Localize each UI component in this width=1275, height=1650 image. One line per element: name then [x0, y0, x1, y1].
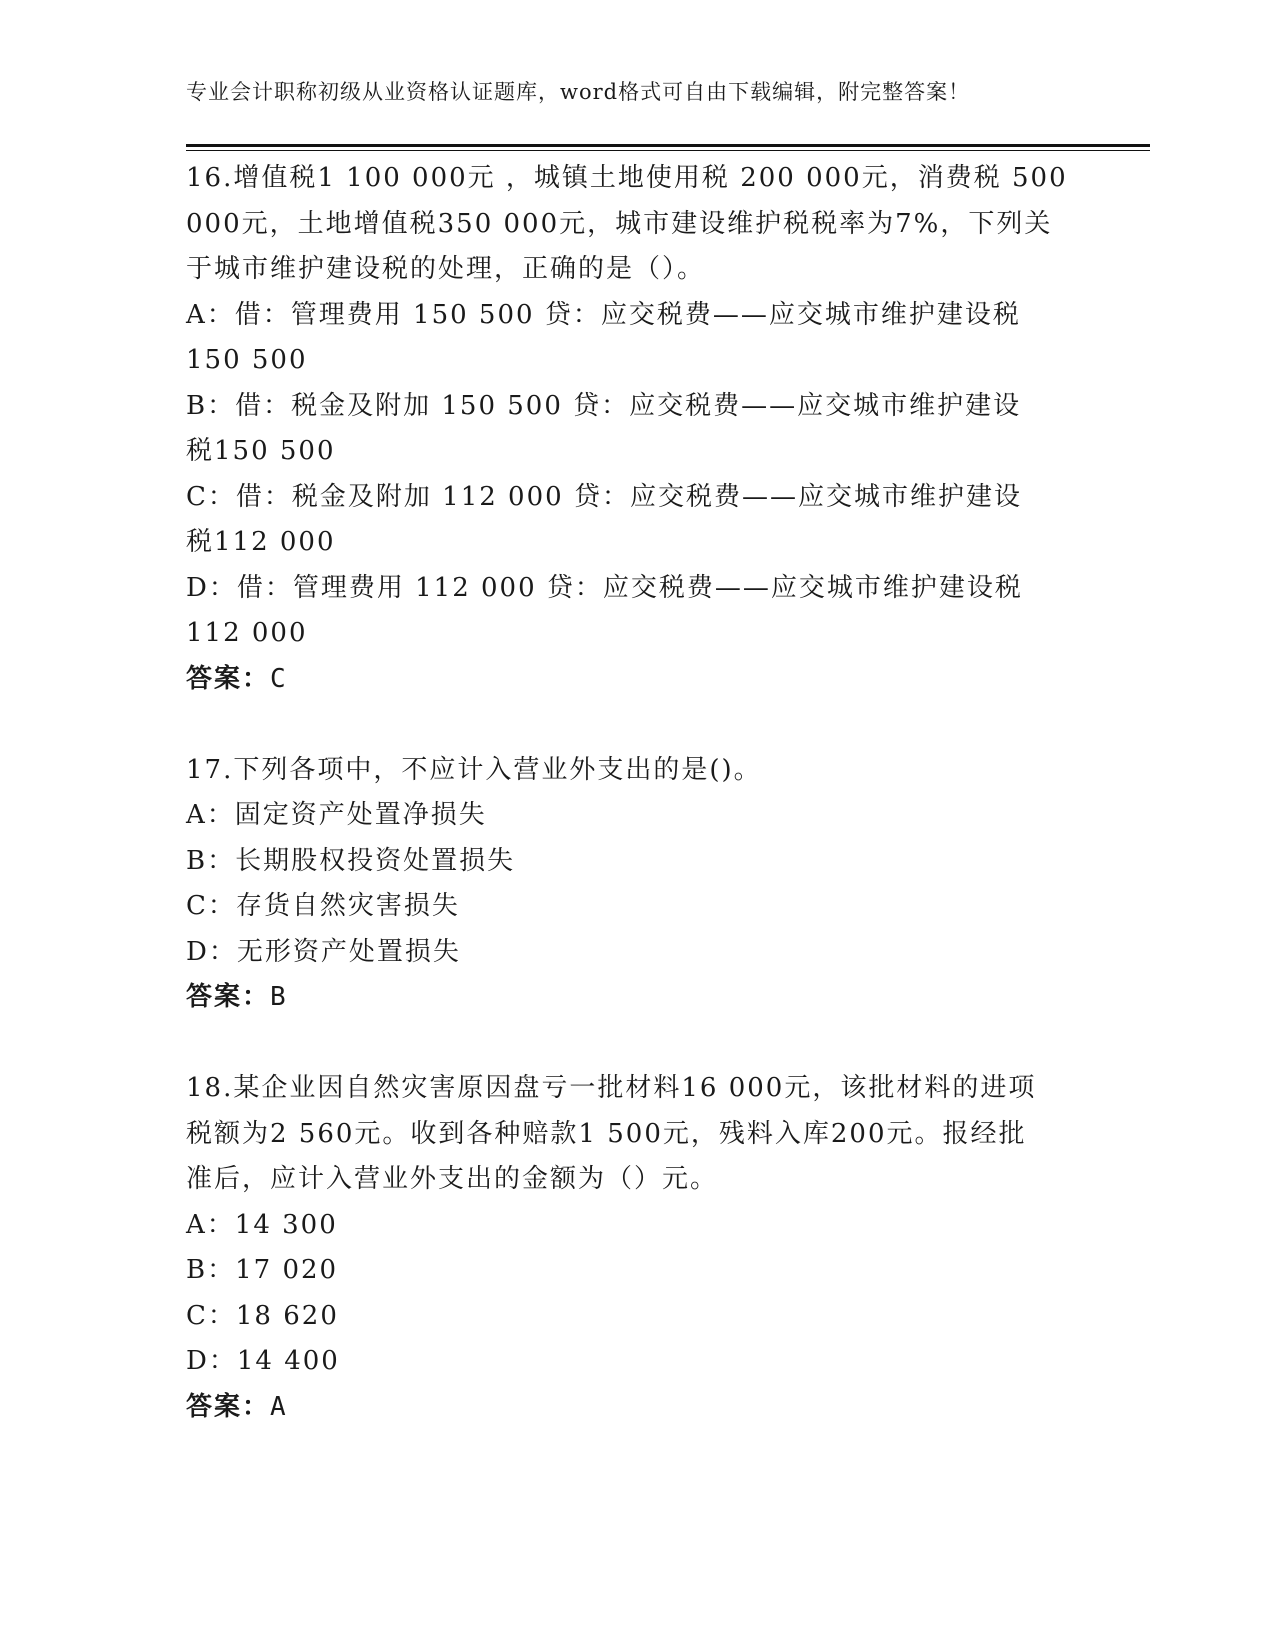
option-line: D：无形资产处置损失 — [186, 936, 461, 967]
answer-line — [186, 1385, 1066, 1431]
option-line: B：借：税金及附加 150 500 贷：应交税费——应交城市维护建设 — [186, 390, 1022, 421]
answer-line — [186, 657, 1066, 703]
option-line: 112 000 — [186, 618, 308, 648]
option-line: C：借：税金及附加 112 000 贷：应交税费——应交城市维护建设 — [186, 481, 1022, 512]
answer-line — [186, 975, 1066, 1021]
question-line: 16.增值税1 100 000元 ，城镇土地使用税 200 000元，消费税 500 — [186, 163, 1068, 193]
option-line: 税150 500 — [186, 436, 336, 466]
option-line: C：18 620 — [186, 1300, 339, 1331]
spacer — [186, 702, 1066, 748]
option-line: D：借：管理费用 112 000 贷：应交税费——应交城市维护建设税 — [186, 572, 1023, 603]
option-line: A：借：管理费用 150 500 贷：应交税费——应交城市维护建设税 — [186, 299, 1021, 330]
answer-label: 答案： — [186, 982, 271, 1012]
answer-label: 答案： — [186, 1391, 271, 1422]
option-line: D：14 400 — [186, 1346, 340, 1376]
question-line: 000元，土地增值税350 000元，城市建设维护税税率为7%，下列关 — [186, 208, 1053, 239]
option-line: A：固定资产处置净损失 — [186, 800, 487, 830]
answer-value: A — [270, 1391, 288, 1422]
question-18 — [186, 1066, 1066, 1430]
question-list — [186, 156, 1066, 1430]
question-16 — [186, 156, 1066, 702]
question-line: 17.下列各项中，不应计入营业外支出的是()。 — [186, 754, 762, 785]
option-line: A：14 300 — [186, 1209, 338, 1240]
option-line: 税112 000 — [186, 527, 336, 557]
answer-value: C — [270, 663, 288, 694]
option-line: 150 500 — [186, 345, 308, 375]
option-line: B：17 020 — [186, 1255, 339, 1285]
spacer — [186, 1021, 1066, 1067]
question-17 — [186, 748, 1066, 1021]
question-line: 准后，应计入营业外支出的金额为（）元。 — [186, 1164, 719, 1194]
option-line: C：存货自然灾害损失 — [186, 891, 460, 921]
header-divider-thick — [186, 144, 1150, 147]
page-header: 专业会计职称初级从业资格认证题库，word格式可自由下载编辑，附完整答案！ — [186, 80, 971, 104]
answer-label: 答案： — [186, 663, 271, 694]
question-line: 于城市维护建设税的处理，正确的是（）。 — [186, 254, 706, 284]
header-divider-thin — [186, 150, 1150, 151]
answer-value: B — [270, 982, 288, 1012]
option-line: B：长期股权投资处置损失 — [186, 845, 516, 876]
question-line: 18.某企业因自然灾害原因盘亏一批材料16 000元，该批材料的进项 — [186, 1073, 1037, 1103]
question-line: 税额为2 560元。收到各种赔款1 500元，残料入库200元。报经批 — [186, 1118, 1027, 1149]
